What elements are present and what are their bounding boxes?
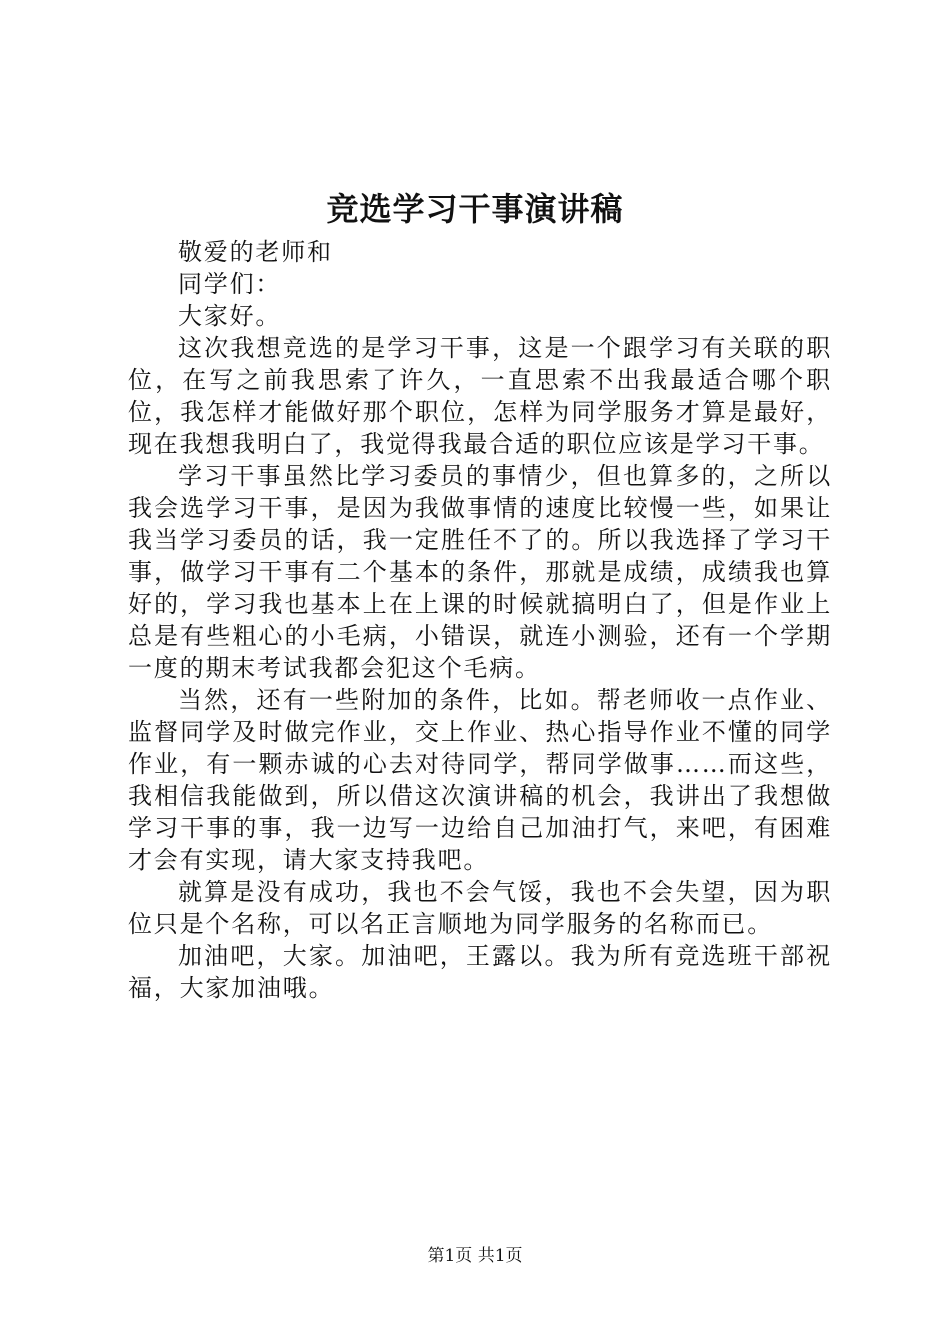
- document-body: [128, 236, 832, 1004]
- greeting-line-1: 敬爱的老师和: [178, 238, 333, 266]
- greeting-line-2: 同学们：: [178, 270, 282, 298]
- page-footer: 第1页 共1页: [427, 1246, 523, 1266]
- body-paragraph: 加油吧，大家。加油吧，王露以。我为所有竞选班干部祝福，大家加油哦。: [128, 942, 832, 1002]
- body-paragraph: 就算是没有成功，我也不会气馁，我也不会失望，因为职位只是个名称，可以名正言顺地为同学服务的名称而已。: [128, 878, 832, 938]
- body-paragraph: 当然，还有一些附加的条件，比如。帮老师收一点作业、监督同学及时做完作业，交上作业、热心指导作业不懂的同学作业，有一颗赤诚的心去对待同学，帮同学做事……而这些，我相信我能做到，所以借这次演讲稿的机会，我讲出了我想做学习干事的事，我一边写一边给自己加油打气，来吧，有困难才会有实现，请大家支持我吧。: [128, 686, 832, 874]
- body-paragraph: 这次我想竞选的是学习干事，这是一个跟学习有关联的职位，在写之前我思索了许久，一直思索不出我最适合哪个职位，我怎样才能做好那个职位，怎样为同学服务才算是最好，现在我想我明白了，我觉得我最合适的职位应该是学习干事。: [128, 334, 832, 458]
- greeting-line-3: 大家好。: [178, 302, 282, 330]
- body-paragraph: 学习干事虽然比学习委员的事情少，但也算多的，之所以我会选学习干事，是因为我做事情的速度比较慢一些，如果让我当学习委员的话，我一定胜任不了的。所以我选择了学习干事，做学习干事有二个基本的条件，那就是成绩，成绩我也算好的，学习我也基本上在上课的时候就搞明白了，但是作业上总是有些粗心的小毛病，小错误，就连小测验，还有一个学期一度的期末考试我都会犯这个毛病。: [128, 462, 832, 682]
- document-title: 竞选学习干事演讲稿: [326, 190, 624, 228]
